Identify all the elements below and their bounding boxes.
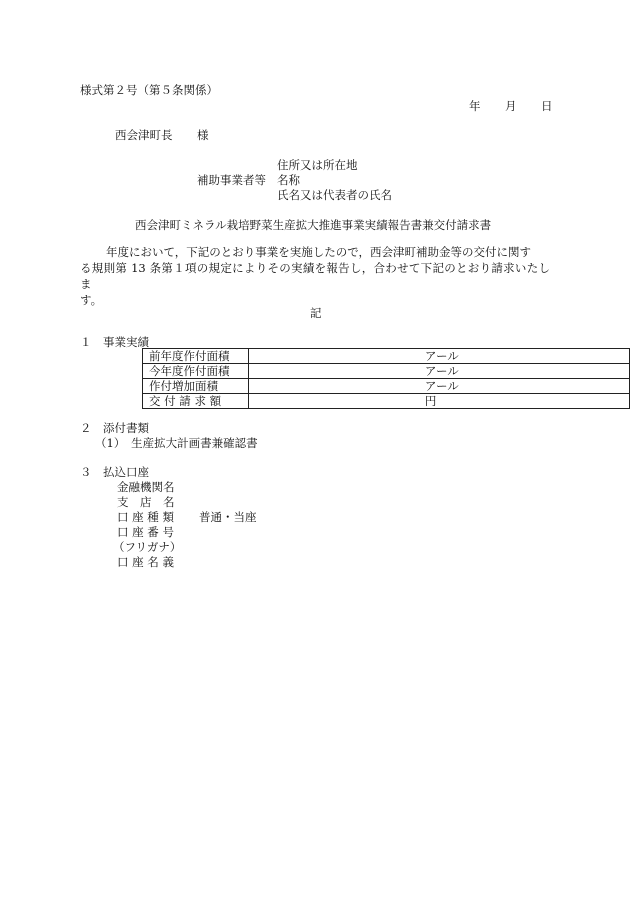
document-title: 西会津町ミネラル栽培野菜生産拡大推進事業実績報告書兼交付請求書	[135, 218, 492, 232]
section2-heading: ２ 添付書類	[80, 421, 149, 435]
row-label: 作付増加面積	[143, 379, 249, 394]
account-type-value: 普通・当座	[199, 510, 257, 524]
account-name-label: 口 座 名 義	[117, 555, 174, 569]
row-label: 前年度作付面積	[143, 349, 249, 364]
row-unit: 円	[248, 394, 629, 409]
section1-heading: １ 事業実績	[80, 335, 149, 349]
bank-name-label: 金融機関名	[117, 480, 175, 494]
attachment-item: （1） 生産拡大計画書兼確認書	[95, 436, 258, 450]
name-label: 名称	[277, 173, 300, 187]
form-number: 様式第２号（第５条関係）	[80, 83, 218, 97]
table-row	[143, 349, 630, 364]
table-row	[143, 394, 630, 409]
body-paragraph	[80, 244, 550, 308]
row-unit: アール	[248, 379, 629, 394]
row-unit: アール	[248, 349, 629, 364]
body-line-2: る規則第 13 条第１項の規定によりその実績を報告し，合わせて下記のとおり請求いたしま	[80, 261, 550, 291]
furigana-label: （フリガナ）	[113, 540, 182, 554]
address-label: 住所又は所在地	[277, 158, 358, 172]
representative-label: 氏名又は代表者の氏名	[277, 188, 392, 202]
section3-heading: ３ 払込口座	[80, 465, 149, 479]
results-table	[142, 348, 630, 409]
body-line-1	[80, 244, 550, 260]
ki-heading: 記	[310, 306, 322, 320]
date-month: 月	[505, 99, 517, 113]
account-type-label: 口 座 種 類	[117, 510, 174, 524]
applicant-role: 補助事業者等	[197, 173, 266, 187]
row-label: 今年度作付面積	[143, 364, 249, 379]
table-row	[143, 364, 630, 379]
body-line-1-text: 年度において，下記のとおり事業を実施したので，西会津町補助金等の交付に関す	[106, 245, 532, 259]
row-unit: アール	[248, 364, 629, 379]
branch-name-label: 支 店 名	[117, 495, 175, 509]
body-line-3: す。	[80, 293, 103, 307]
addressee-name: 西会津町長	[115, 128, 173, 142]
date-day: 日	[541, 99, 553, 113]
table-row	[143, 379, 630, 394]
account-number-label: 口 座 番 号	[117, 525, 174, 539]
row-label: 交 付 請 求 額	[143, 394, 249, 409]
date-year: 年	[469, 99, 481, 113]
addressee-honorific: 様	[197, 128, 209, 142]
